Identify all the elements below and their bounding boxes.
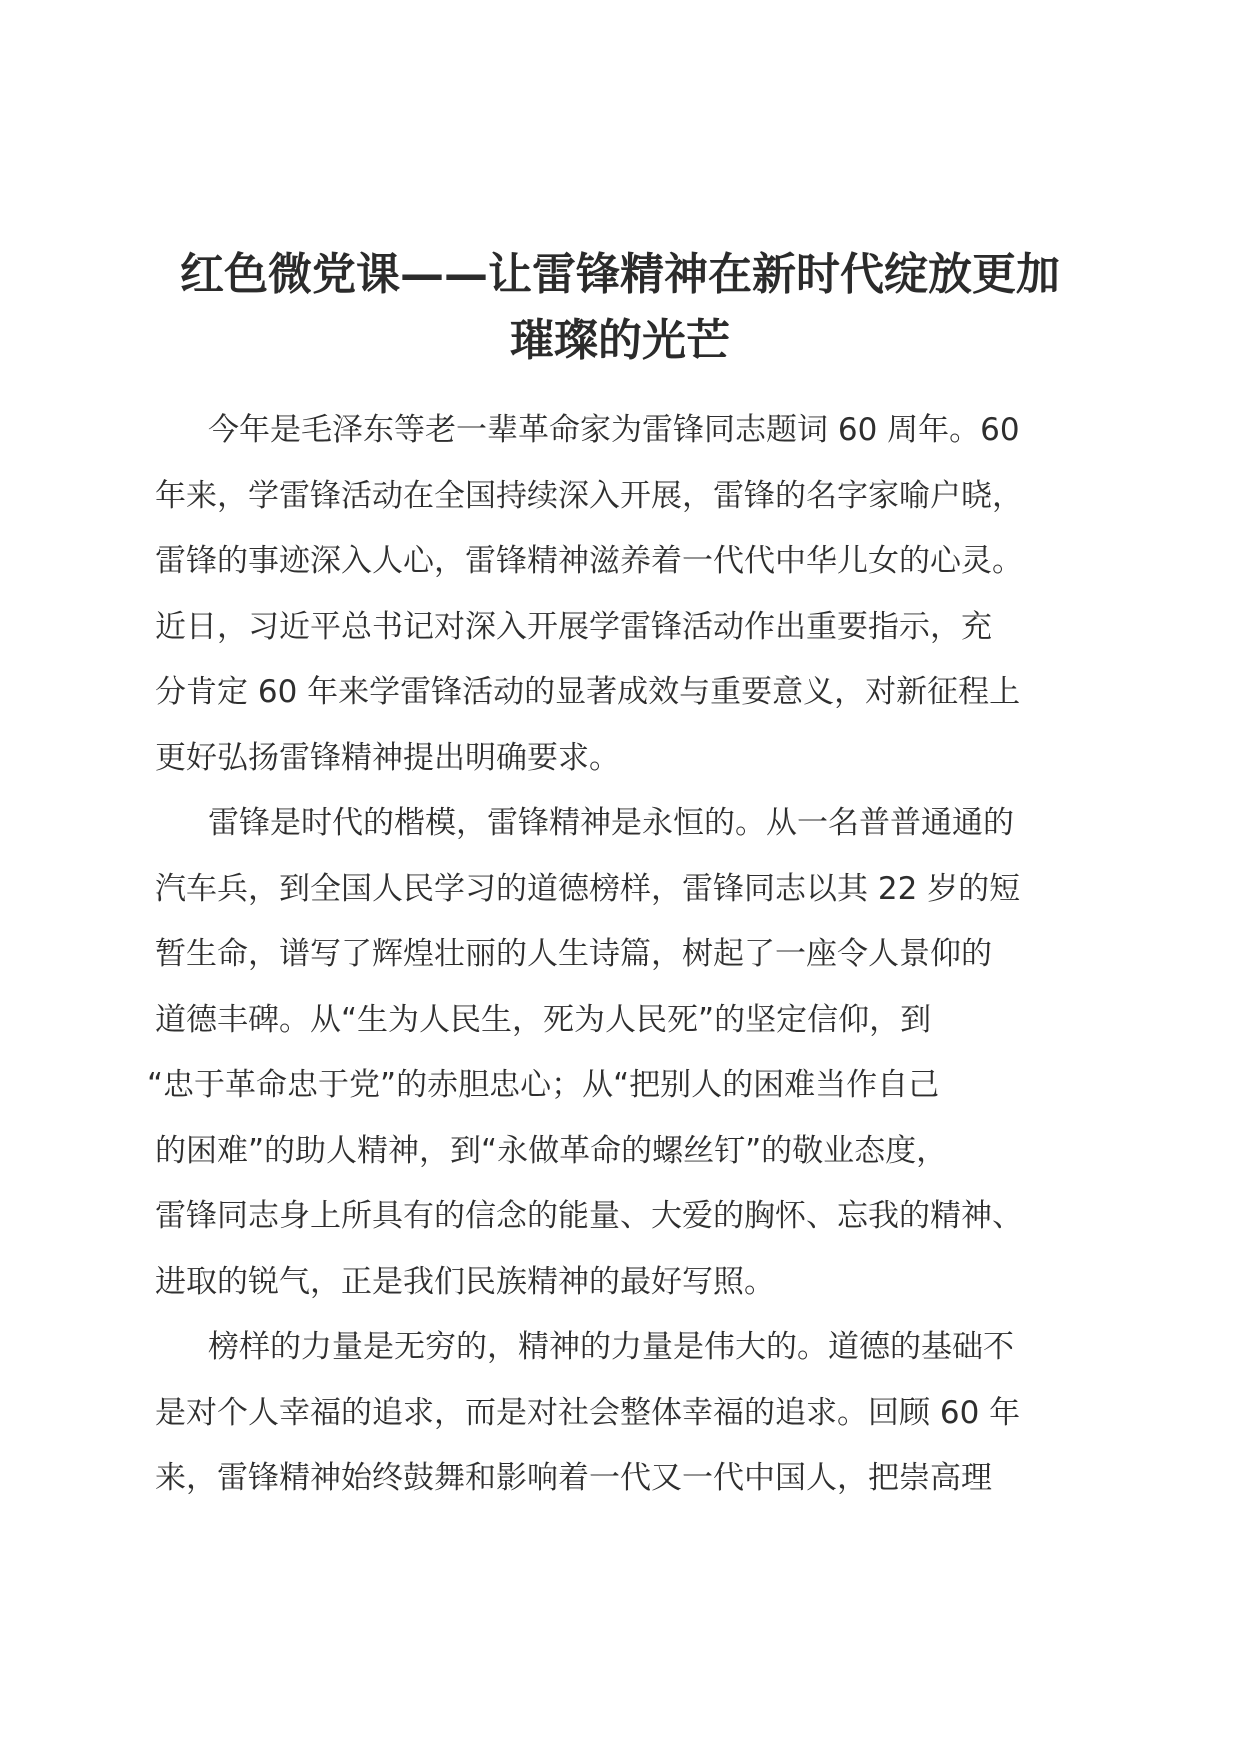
paragraph-line: 进取的锐气，正是我们民族精神的最好写照。 (155, 1263, 775, 1300)
paragraph-2 (147, 791, 1085, 1315)
paragraph-line: 是对个人幸福的追求，而是对社会整体幸福的追求。回顾 60 年 (155, 1394, 1021, 1431)
paragraph-line: 雷锋同志身上所具有的信念的能量、大爱的胸怀、忘我的精神、 (155, 1198, 1023, 1234)
title-line-2: 璀璨的光芒 (510, 315, 730, 366)
paragraph-3 (155, 1315, 1085, 1512)
document-title (150, 242, 1090, 374)
paragraph-line: 分肯定 60 年来学雷锋活动的显著成效与重要意义，对新征程上 (155, 674, 1021, 710)
paragraph-line: 榜样的力量是无穷的，精神的力量是伟大的。道德的基础不 (208, 1329, 1014, 1365)
paragraph-line: 汽车兵，到全国人民学习的道德榜样，雷锋同志以其 22 岁的短 (155, 870, 1021, 907)
paragraph-line: 雷锋的事迹深入人心，雷锋精神滋养着一代代中华儿女的心灵。 (155, 543, 1023, 579)
paragraph-line: “忠于革命忠于党”的赤胆忠心；从“把别人的困难当作自己 (147, 1067, 940, 1103)
paragraph-line: 暂生命，谱写了辉煌壮丽的人生诗篇，树起了一座令人景仰的 (155, 936, 992, 972)
title-line-1: 红色微党课——让雷锋精神在新时代绽放更加 (180, 249, 1060, 300)
paragraph-1 (155, 398, 1085, 791)
paragraph-line: 雷锋是时代的楷模，雷锋精神是永恒的。从一名普普通通的 (208, 805, 1014, 841)
paragraph-line: 道德丰碑。从“生为人民生，死为人民死”的坚定信仰，到 (155, 1001, 932, 1038)
paragraph-line: 年来，学雷锋活动在全国持续深入开展，雷锋的名字家喻户晓， (155, 477, 1023, 514)
document-body (147, 398, 1085, 1512)
paragraph-line: 近日，习近平总书记对深入开展学雷锋活动作出重要指示，充 (155, 608, 992, 645)
paragraph-line: 的困难”的助人精神，到“永做革命的螺丝钉”的敬业态度， (155, 1132, 948, 1169)
paragraph-line: 来，雷锋精神始终鼓舞和影响着一代又一代中国人，把崇高理 (155, 1460, 992, 1496)
paragraph-line: 今年是毛泽东等老一辈革命家为雷锋同志题词 60 周年。60 (208, 412, 1020, 448)
paragraph-line: 更好弘扬雷锋精神提出明确要求。 (155, 739, 620, 776)
